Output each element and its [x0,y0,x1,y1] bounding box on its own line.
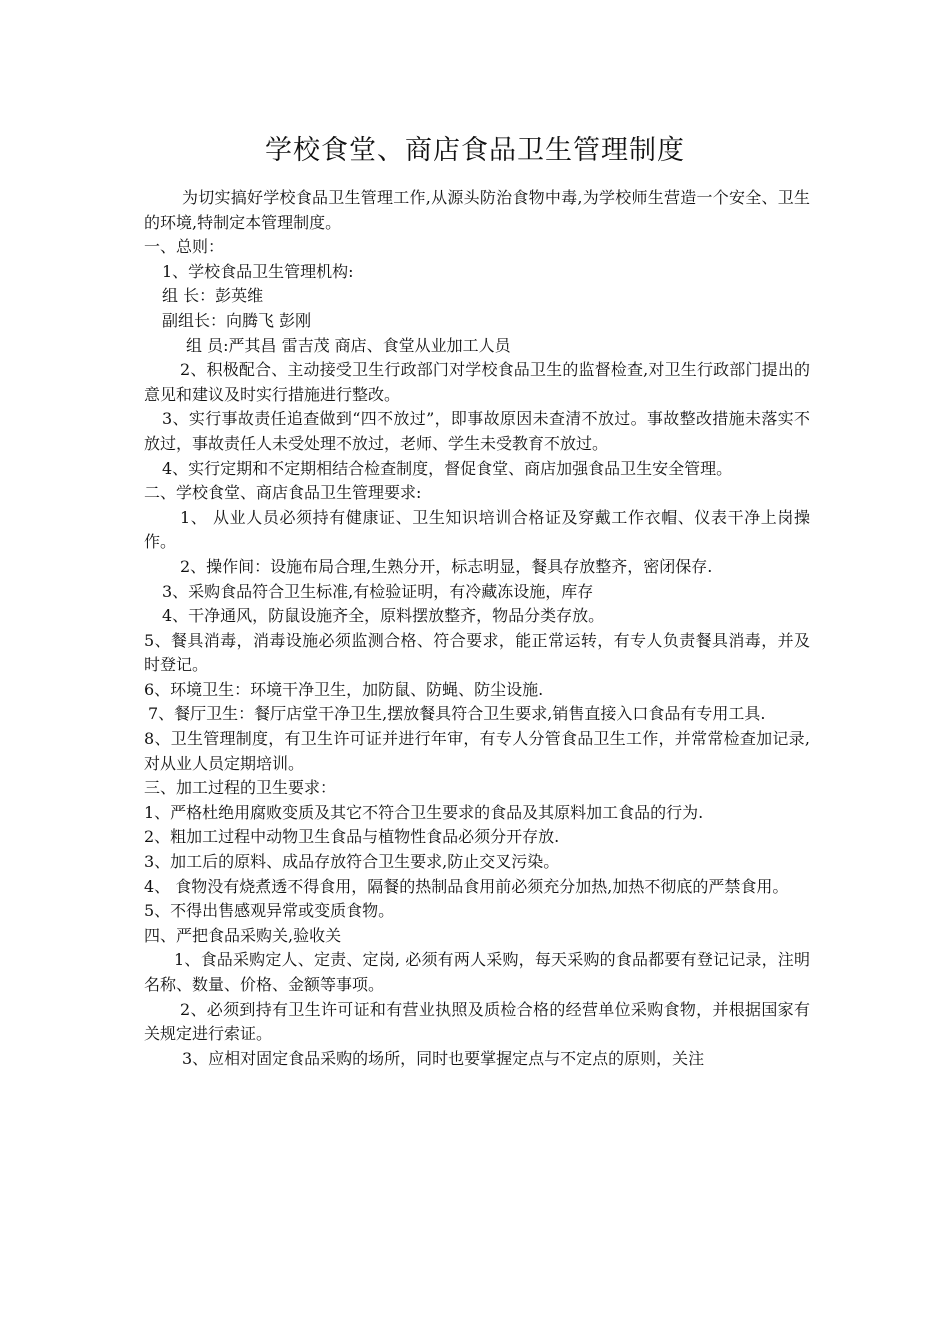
paragraph: 6、环境卫生：环境干净卫生，加防鼠、防蝇、防尘设施. [144,679,544,699]
paragraph: 1、严格杜绝用腐败变质及其它不符合卫生要求的食品及其原料加工食品的行为. [144,802,704,822]
paragraph: 组 长：彭英维 [162,286,264,306]
section-heading-requirements: 二、学校食堂、商店食品卫生管理要求: [144,483,422,503]
paragraph: 5、不得出售感观异常或变质食物。 [144,901,395,921]
paragraph: 3、加工后的原料、成品存放符合卫生要求,防止交叉污染。 [144,852,560,872]
document-title: 学校食堂、商店食品卫生管理制度 [265,135,685,166]
document-body [144,186,810,1071]
paragraph: 3、应相对固定食品采购的场所，同时也要掌握定点与不定点的原则，关注 [182,1048,705,1068]
paragraph: 5、餐具消毒，消毒设施必须监测合格、符合要求，能正常运转，有专人负责餐具消毒，并及时登记。 [144,630,810,675]
section-heading-procurement: 四、严把食品采购关,验收关 [144,925,342,945]
paragraph: 1、食品采购定人、定责、定岗, 必须有两人采购，每天采购的食品都要有登记记录，注明名称、数量、价格、金额等事项。 [144,950,810,994]
section-heading-general: 一、总则： [144,237,225,257]
paragraph: 4、干净通风，防鼠设施齐全，原料摆放整齐，物品分类存放。 [162,606,605,626]
paragraph: 2、粗加工过程中动物卫生食品与植物性食品必须分开存放. [144,827,560,847]
paragraph: 3、采购食品符合卫生标准,有检验证明，有冷藏冻设施，库存 [162,581,594,601]
paragraph: 4、 食物没有烧煮透不得食用，隔餐的热制品食用前必须充分加热,加热不彻底的严禁食用。 [144,876,789,896]
paragraph: 1、学校食品卫生管理机构: [162,261,354,281]
section-heading-processing: 三、加工过程的卫生要求： [144,778,337,798]
paragraph: 2、积极配合、主动接受卫生行政部门对学校食品卫生的监督检查,对卫生行政部门提出的意见和建议及时实行措施进行整改。 [144,360,810,404]
paragraph: 8、卫生管理制度，有卫生许可证并进行年审，有专人分管食品卫生工作，并常常检查加记录,对从业人员定期培训。 [144,729,810,773]
paragraph: 7、餐厅卫生：餐厅店堂干净卫生,摆放餐具符合卫生要求,销售直接入口食品有专用工具. [148,704,766,724]
paragraph: 4、实行定期和不定期相结合检查制度，督促食堂、商店加强食品卫生安全管理。 [162,458,733,478]
paragraph: 1、 从业人员必须持有健康证、卫生知识培训合格证及穿戴工作衣帽、仪表干净上岗操作。 [144,507,810,552]
paragraph: 3、实行事故责任追查做到“四不放过”，即事故原因未查清不放过。事故整改措施未落实不放过，事故责任人未受处理不放过，老师、学生未受教育不放过。 [144,409,810,453]
paragraph: 组 员:严其昌 雷吉茂 商店、食堂从业加工人员 [186,335,511,355]
paragraph: 副组长：向腾飞 彭刚 [162,310,312,330]
paragraph: 2、必须到持有卫生许可证和有营业执照及质检合格的经营单位采购食物，并根据国家有关规定进行索证。 [144,999,810,1044]
intro-paragraph: 为切实搞好学校食品卫生管理工作,从源头防治食物中毒,为学校师生营造一个安全、卫生的环境,特制定本管理制度。 [144,188,810,232]
paragraph: 2、操作间：设施布局合理,生熟分开，标志明显，餐具存放整齐，密闭保存. [180,556,713,576]
